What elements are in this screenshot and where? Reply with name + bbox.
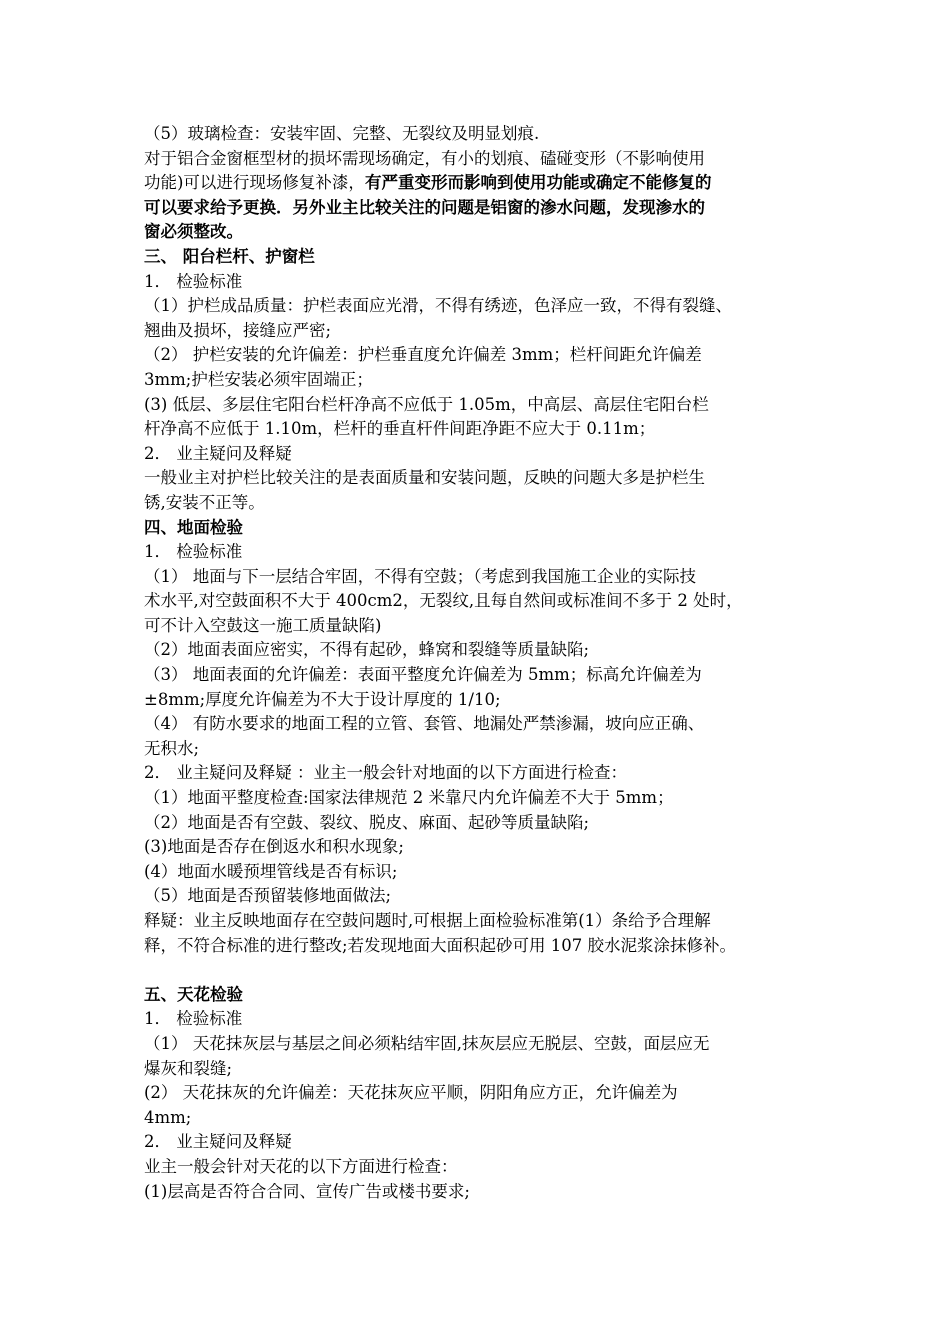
text-line-section-4-title: 四、地面检验: [144, 517, 243, 537]
text-line-blank: [144, 958, 834, 983]
text-line-alum-frame-3: 可以要求给予更换．另外业主比较关注的问题是铝窗的渗水问题，发现渗水的: [144, 197, 705, 217]
text-line-s3-item2-b: 3mm;护栏安装必须牢固端正；: [144, 369, 373, 389]
text-line-s3-standard-heading: 1． 检验标准: [144, 271, 243, 291]
text-line-s4-qa-3: (3)地面是否存在倒返水和积水现象;: [144, 837, 404, 857]
text-line-alum-frame-1: 对于铝合金窗框型材的损坏需现场确定，有小的划痕、磕碰变形（不影响使用: [144, 148, 705, 168]
text-line-glass-check: （5）玻璃检查：安装牢固、完整、无裂纹及明显划痕.: [144, 124, 540, 143]
text-line-s3-item3-b: 杆净高不应低于 1.10m，栏杆的垂直杆件间距净距不应大于 0.11m；: [144, 419, 656, 439]
text-line-s3-item2-a: （2） 护栏安装的允许偏差：护栏垂直度允许偏差 3mm；栏杆间距允许偏差: [144, 345, 702, 365]
text-line-section-5-title: 五、天花检验: [144, 984, 243, 1004]
document-body: [144, 122, 834, 1204]
text-line-s3-qa-a: 一般业主对护栏比较关注的是表面质量和安装问题，反映的问题大多是护栏生: [144, 468, 705, 488]
text-line-section-3-title: 三、 阳台栏杆、护窗栏: [144, 246, 315, 266]
text-line-s4-standard-heading: 1． 检验标准: [144, 542, 243, 562]
text-line-s5-qa-heading: 2． 业主疑问及释疑: [144, 1132, 292, 1152]
text-line-s5-qa-intro: 业主一般会针对天花的以下方面进行检查：: [144, 1156, 458, 1176]
text-line-s4-item1-a: （1） 地面与下一层结合牢固，不得有空鼓；（考虑到我国施工企业的实际技: [144, 566, 696, 586]
text-line-s5-item2-b: 4mm;: [144, 1107, 192, 1127]
text-line-s4-qa-2: （2）地面是否有空鼓、裂纹、脱皮、麻面、起砂等质量缺陷;: [144, 812, 590, 832]
text-line-s3-qa-heading: 2． 业主疑问及释疑: [144, 443, 292, 463]
text-line-s5-item2-a: (2） 天花抹灰的允许偏差：天花抹灰应平顺，阴阳角应方正，允许偏差为: [144, 1083, 678, 1103]
text-line-s4-item3-b: ±8mm;厚度允许偏差为不大于设计厚度的 1/10;: [144, 689, 501, 709]
text-line-alum-frame-2: [144, 171, 834, 196]
text-line-s4-answer-b: 释，不符合标准的进行整改;若发现地面大面积起砂可用 107 胶水泥浆涂抹修补。: [144, 935, 737, 955]
text-line-s4-qa-1: （1）地面平整度检查:国家法律规范 2 米靠尺内允许偏差不大于 5mm；: [144, 788, 674, 808]
text-line-s4-item1-b: 术水平,对空鼓面积不大于 400cm2，无裂纹,且每自然间或标准间不多于 2 处时，: [144, 591, 743, 611]
text-line-s4-answer-a: 释疑：业主反映地面存在空鼓问题时,可根据上面检验标准第(1）条给予合理解: [144, 911, 711, 930]
text-run: 功能)可以进行现场修复补漆，: [144, 173, 365, 193]
text-line-s4-item4-b: 无积水;: [144, 738, 200, 758]
text-line-s3-item3-a: (3) 低层、多层住宅阳台栏杆净高不应低于 1.05m，中高层、高层住宅阳台栏: [144, 394, 709, 414]
text-line-s3-qa-b: 锈,安装不正等。: [144, 492, 265, 512]
text-run: 有严重变形而影响到使用功能或确定不能修复的: [364, 173, 712, 193]
text-line-s5-item1-b: 爆灰和裂缝;: [144, 1058, 233, 1078]
text-line-s4-qa-4: (4）地面水暖预埋管线是否有标识;: [144, 861, 398, 881]
text-line-s4-item3-a: （3） 地面表面的允许偏差：表面平整度允许偏差为 5mm；标高允许偏差为: [144, 665, 702, 685]
text-line-alum-frame-4: 窗必须整改。: [144, 222, 243, 242]
text-line-s3-item1-b: 翘曲及损坏，接缝应严密;: [144, 320, 332, 340]
text-line-s4-item2: （2）地面表面应密实，不得有起砂，蜂窝和裂缝等质量缺陷;: [144, 640, 590, 660]
text-line-s4-item4-a: （4） 有防水要求的地面工程的立管、套管、地漏处严禁渗漏，坡向应正确、: [144, 714, 705, 734]
text-line-s5-qa-1: (1)层高是否符合合同、宣传广告或楼书要求;: [144, 1181, 470, 1201]
text-line-s4-qa-heading: 2． 业主疑问及释疑 ：业主一般会针对地面的以下方面进行检查：: [144, 763, 627, 783]
text-line-s5-standard-heading: 1． 检验标准: [144, 1009, 243, 1029]
text-line-s5-item1-a: （1） 天花抹灰层与基层之间必须粘结牢固,抹灰层应无脱层、空鼓，面层应无: [144, 1033, 710, 1053]
text-line-s4-qa-5: （5）地面是否预留装修地面做法;: [144, 886, 392, 906]
text-line-s3-item1-a: （1）护栏成品质量：护栏表面应光滑，不得有绣迹，色泽应一致，不得有裂缝、: [144, 296, 732, 316]
text-line-s4-item1-c: 可不计入空鼓这一施工质量缺陷): [144, 615, 382, 635]
